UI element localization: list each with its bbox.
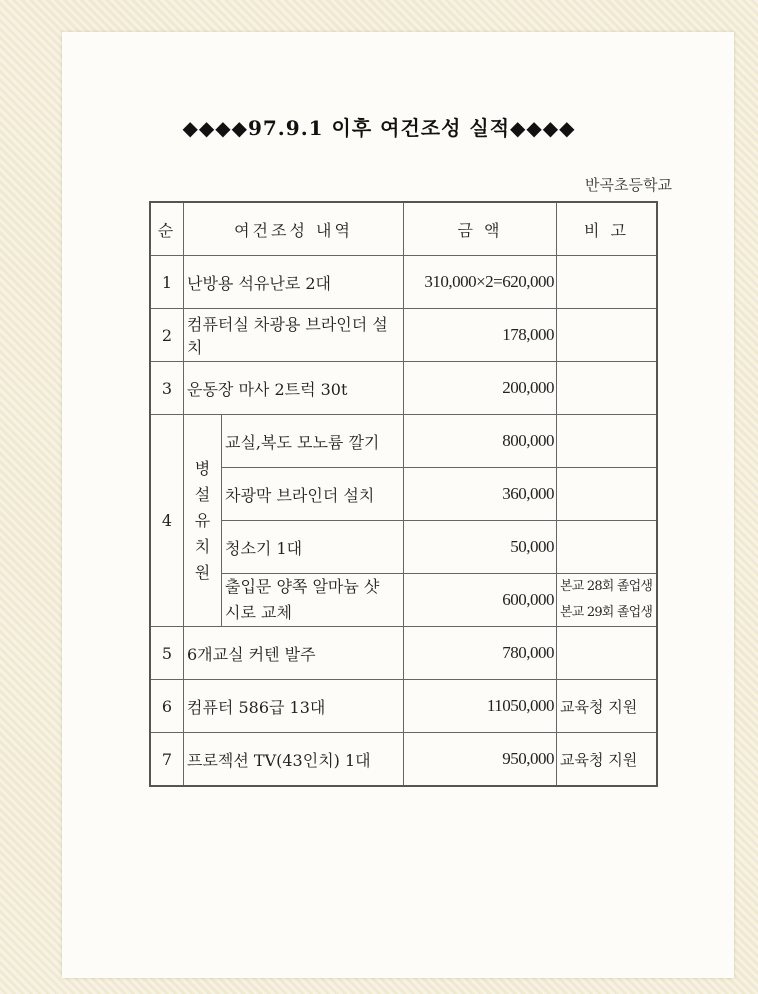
row-note: 본교 28회 졸업생 본교 29회 졸업생 — [557, 574, 658, 627]
row-note: 교육청 지원 — [557, 680, 658, 733]
row-note — [557, 309, 658, 362]
row-item: 난방용 석유난로 2대 — [184, 256, 404, 309]
table-header-row — [150, 202, 657, 256]
header-no: 순 — [150, 202, 184, 256]
row-no: 7 — [150, 733, 184, 787]
row-item: 6개교실 커텐 발주 — [184, 627, 404, 680]
row-item: 프로젝션 TV(43인치) 1대 — [184, 733, 404, 787]
row-note: 교육청 지원 — [557, 733, 658, 787]
row-note — [557, 415, 658, 468]
row-item: 컴퓨터 586급 13대 — [184, 680, 404, 733]
row-note — [557, 521, 658, 574]
row-item: 운동장 마사 2트럭 30t — [184, 362, 404, 415]
table-row — [150, 574, 657, 627]
table-row — [150, 309, 657, 362]
row-amount: 178,000 — [404, 309, 557, 362]
row-no: 1 — [150, 256, 184, 309]
row-no: 6 — [150, 680, 184, 733]
header-note: 비 고 — [557, 202, 658, 256]
table-row — [150, 468, 657, 521]
table-row — [150, 680, 657, 733]
row-amount: 950,000 — [404, 733, 557, 787]
row-item: 차광막 브라인더 설치 — [222, 468, 404, 521]
row-no: 5 — [150, 627, 184, 680]
row-amount: 800,000 — [404, 415, 557, 468]
row-no: 2 — [150, 309, 184, 362]
row-amount: 200,000 — [404, 362, 557, 415]
table-row — [150, 256, 657, 309]
row-amount: 780,000 — [404, 627, 557, 680]
row-item: 출입문 양쪽 알마늄 샷 시로 교체 — [222, 574, 404, 627]
table-row — [150, 521, 657, 574]
achievement-table — [149, 201, 658, 787]
row-no: 3 — [150, 362, 184, 415]
row-amount: 11050,000 — [404, 680, 557, 733]
row-note — [557, 256, 658, 309]
table-row — [150, 415, 657, 468]
header-item: 여건조성 내역 — [184, 202, 404, 256]
row-note — [557, 362, 658, 415]
header-amount: 금 액 — [404, 202, 557, 256]
table-row — [150, 627, 657, 680]
row-item: 청소기 1대 — [222, 521, 404, 574]
table-row — [150, 733, 657, 787]
row-no: 4 — [150, 415, 184, 627]
row-amount: 600,000 — [404, 574, 557, 627]
row-note — [557, 468, 658, 521]
row-amount: 50,000 — [404, 521, 557, 574]
kindergarten-label: 병 설 유 치 원 — [184, 415, 222, 627]
row-note — [557, 627, 658, 680]
row-amount: 360,000 — [404, 468, 557, 521]
document-title: ◆◆◆◆97.9.1 이후 여건조성 실적◆◆◆◆ — [182, 116, 576, 140]
row-item: 교실,복도 모노륨 깔기 — [222, 415, 404, 468]
row-item: 컴퓨터실 차광용 브라인더 설치 — [184, 309, 404, 362]
row-amount: 310,000×2=620,000 — [404, 256, 557, 309]
table-row — [150, 362, 657, 415]
school-name: 반곡초등학교 — [585, 176, 672, 194]
